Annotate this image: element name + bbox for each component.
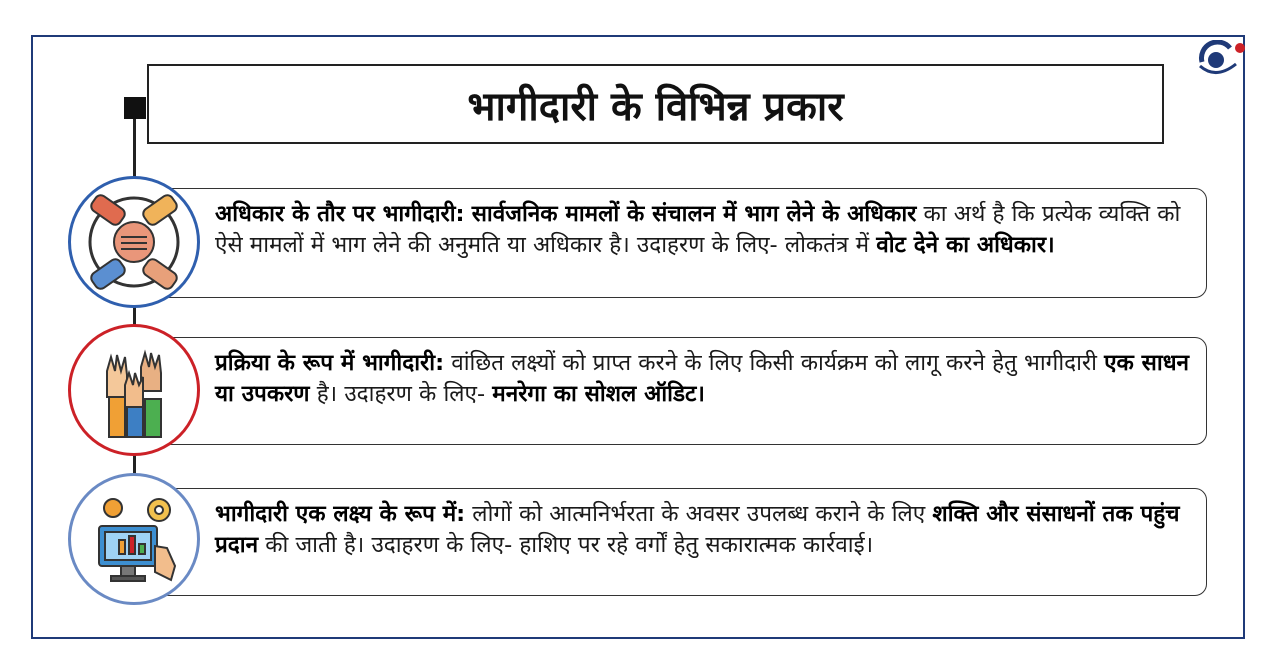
- card-goal-participation: [150, 488, 1207, 596]
- card-bold-text: शक्ति और संसाधनों तक पहुंच प्रदान: [215, 501, 1180, 558]
- hands-together-icon: [68, 176, 200, 308]
- card-process-participation: [150, 337, 1207, 445]
- card-bold-text: सार्वजनिक मामलों के संचालन में भाग लेने के अधिकार: [471, 201, 917, 227]
- raised-hands-icon: [68, 324, 200, 456]
- timeline-cap: [124, 97, 146, 119]
- card-text: की जाती है। उदाहरण के लिए- हाशिए पर रहे वर्गों हेतु सकारात्मक कार्रवाई।: [258, 532, 874, 558]
- logo-icon: [1196, 40, 1248, 80]
- card-heading: अधिकार के तौर पर भागीदारी:: [215, 201, 465, 227]
- card-bold-text: मनरेगा का सोशल ऑडिट।: [492, 381, 705, 407]
- card-heading: भागीदारी एक लक्ष्य के रूप में:: [215, 501, 466, 527]
- card-text: लोगों को आत्मनिर्भरता के अवसर उपलब्ध कराने के लिए: [465, 501, 933, 527]
- card-text: का अर्थ है कि प्रत्येक व्यक्ति को ऐसे मामलों में भाग लेने की अनुमति या अधिकार है। उदाहरण के लिए- लोकतंत्र में: [215, 201, 1181, 258]
- page-title: भागीदारी के विभिन्न प्रकार: [467, 83, 844, 130]
- card-text: वांछित लक्ष्यों को प्राप्त करने के लिए किसी कार्यक्रम को लागू करने हेतु भागीदारी: [444, 350, 1105, 376]
- card-text: है। उदाहरण के लिए-: [309, 381, 493, 407]
- card-heading: प्रक्रिया के रूप में भागीदारी:: [215, 350, 445, 376]
- card-bold-text: एक साधन या उपकरण: [215, 350, 1190, 407]
- timeline-spine: [133, 104, 136, 534]
- computer-user-gear-icon: [68, 473, 200, 605]
- title-box: [147, 64, 1164, 144]
- card-right-participation: [150, 188, 1207, 298]
- card-bold-text: वोट देने का अधिकार।: [876, 232, 1055, 258]
